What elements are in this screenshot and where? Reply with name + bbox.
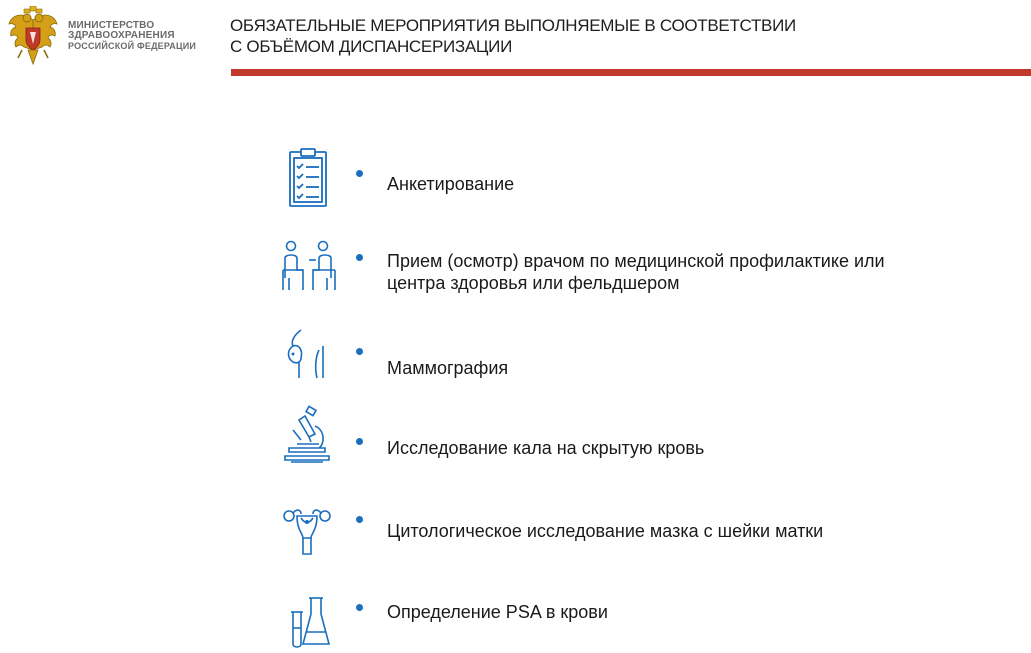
item-text	[387, 357, 508, 379]
ministry-line-2: ЗДРАВООХРАНЕНИЯ	[68, 30, 175, 41]
emblem-icon	[6, 6, 60, 70]
bullet	[356, 516, 363, 523]
item-text-line: Исследование кала на скрытую кровь	[387, 438, 705, 458]
item-text	[387, 437, 704, 459]
item-text-line: Цитологическое исследование мазка с шейки матки	[387, 521, 824, 541]
test-tubes-icon	[279, 592, 335, 648]
item-text	[387, 520, 823, 542]
microscope-icon	[279, 404, 335, 460]
item-text-line: Маммография	[387, 358, 509, 378]
bullet	[356, 438, 363, 445]
slide-title-line-2: С ОБЪЁМОМ ДИСПАНСЕРИЗАЦИИ	[230, 37, 513, 56]
slide-title-line-1: ОБЯЗАТЕЛЬНЫЕ МЕРОПРИЯТИЯ ВЫПОЛНЯЕМЫЕ В СООТВЕТСТВИИ	[230, 16, 796, 35]
item-text-line: центра здоровья или фельдшером	[387, 273, 680, 293]
item-text	[387, 601, 608, 623]
item-text	[387, 173, 514, 195]
item-text-line: Прием (осмотр) врачом по медицинской профилактике или	[387, 251, 885, 271]
slide-title	[230, 15, 796, 57]
ministry-line-1: МИНИСТЕРСТВО	[68, 20, 155, 31]
uterus-icon	[279, 500, 335, 556]
ministry-line-3: РОССИЙСКОЙ ФЕДЕРАЦИИ	[68, 41, 197, 51]
bullet	[356, 348, 363, 355]
bullet	[356, 604, 363, 611]
item-text-line: Определение PSA в крови	[387, 602, 608, 622]
bullet	[356, 170, 363, 177]
ministry-name	[68, 21, 196, 51]
clipboard-checklist-icon	[279, 148, 335, 204]
header-accent-bar	[231, 69, 1031, 76]
doctor-patient-icon	[279, 240, 335, 296]
slide-header	[0, 0, 1031, 80]
item-text	[387, 250, 885, 294]
bullet	[356, 254, 363, 261]
item-text-line: Анкетирование	[387, 174, 515, 194]
breast-icon	[279, 326, 335, 382]
